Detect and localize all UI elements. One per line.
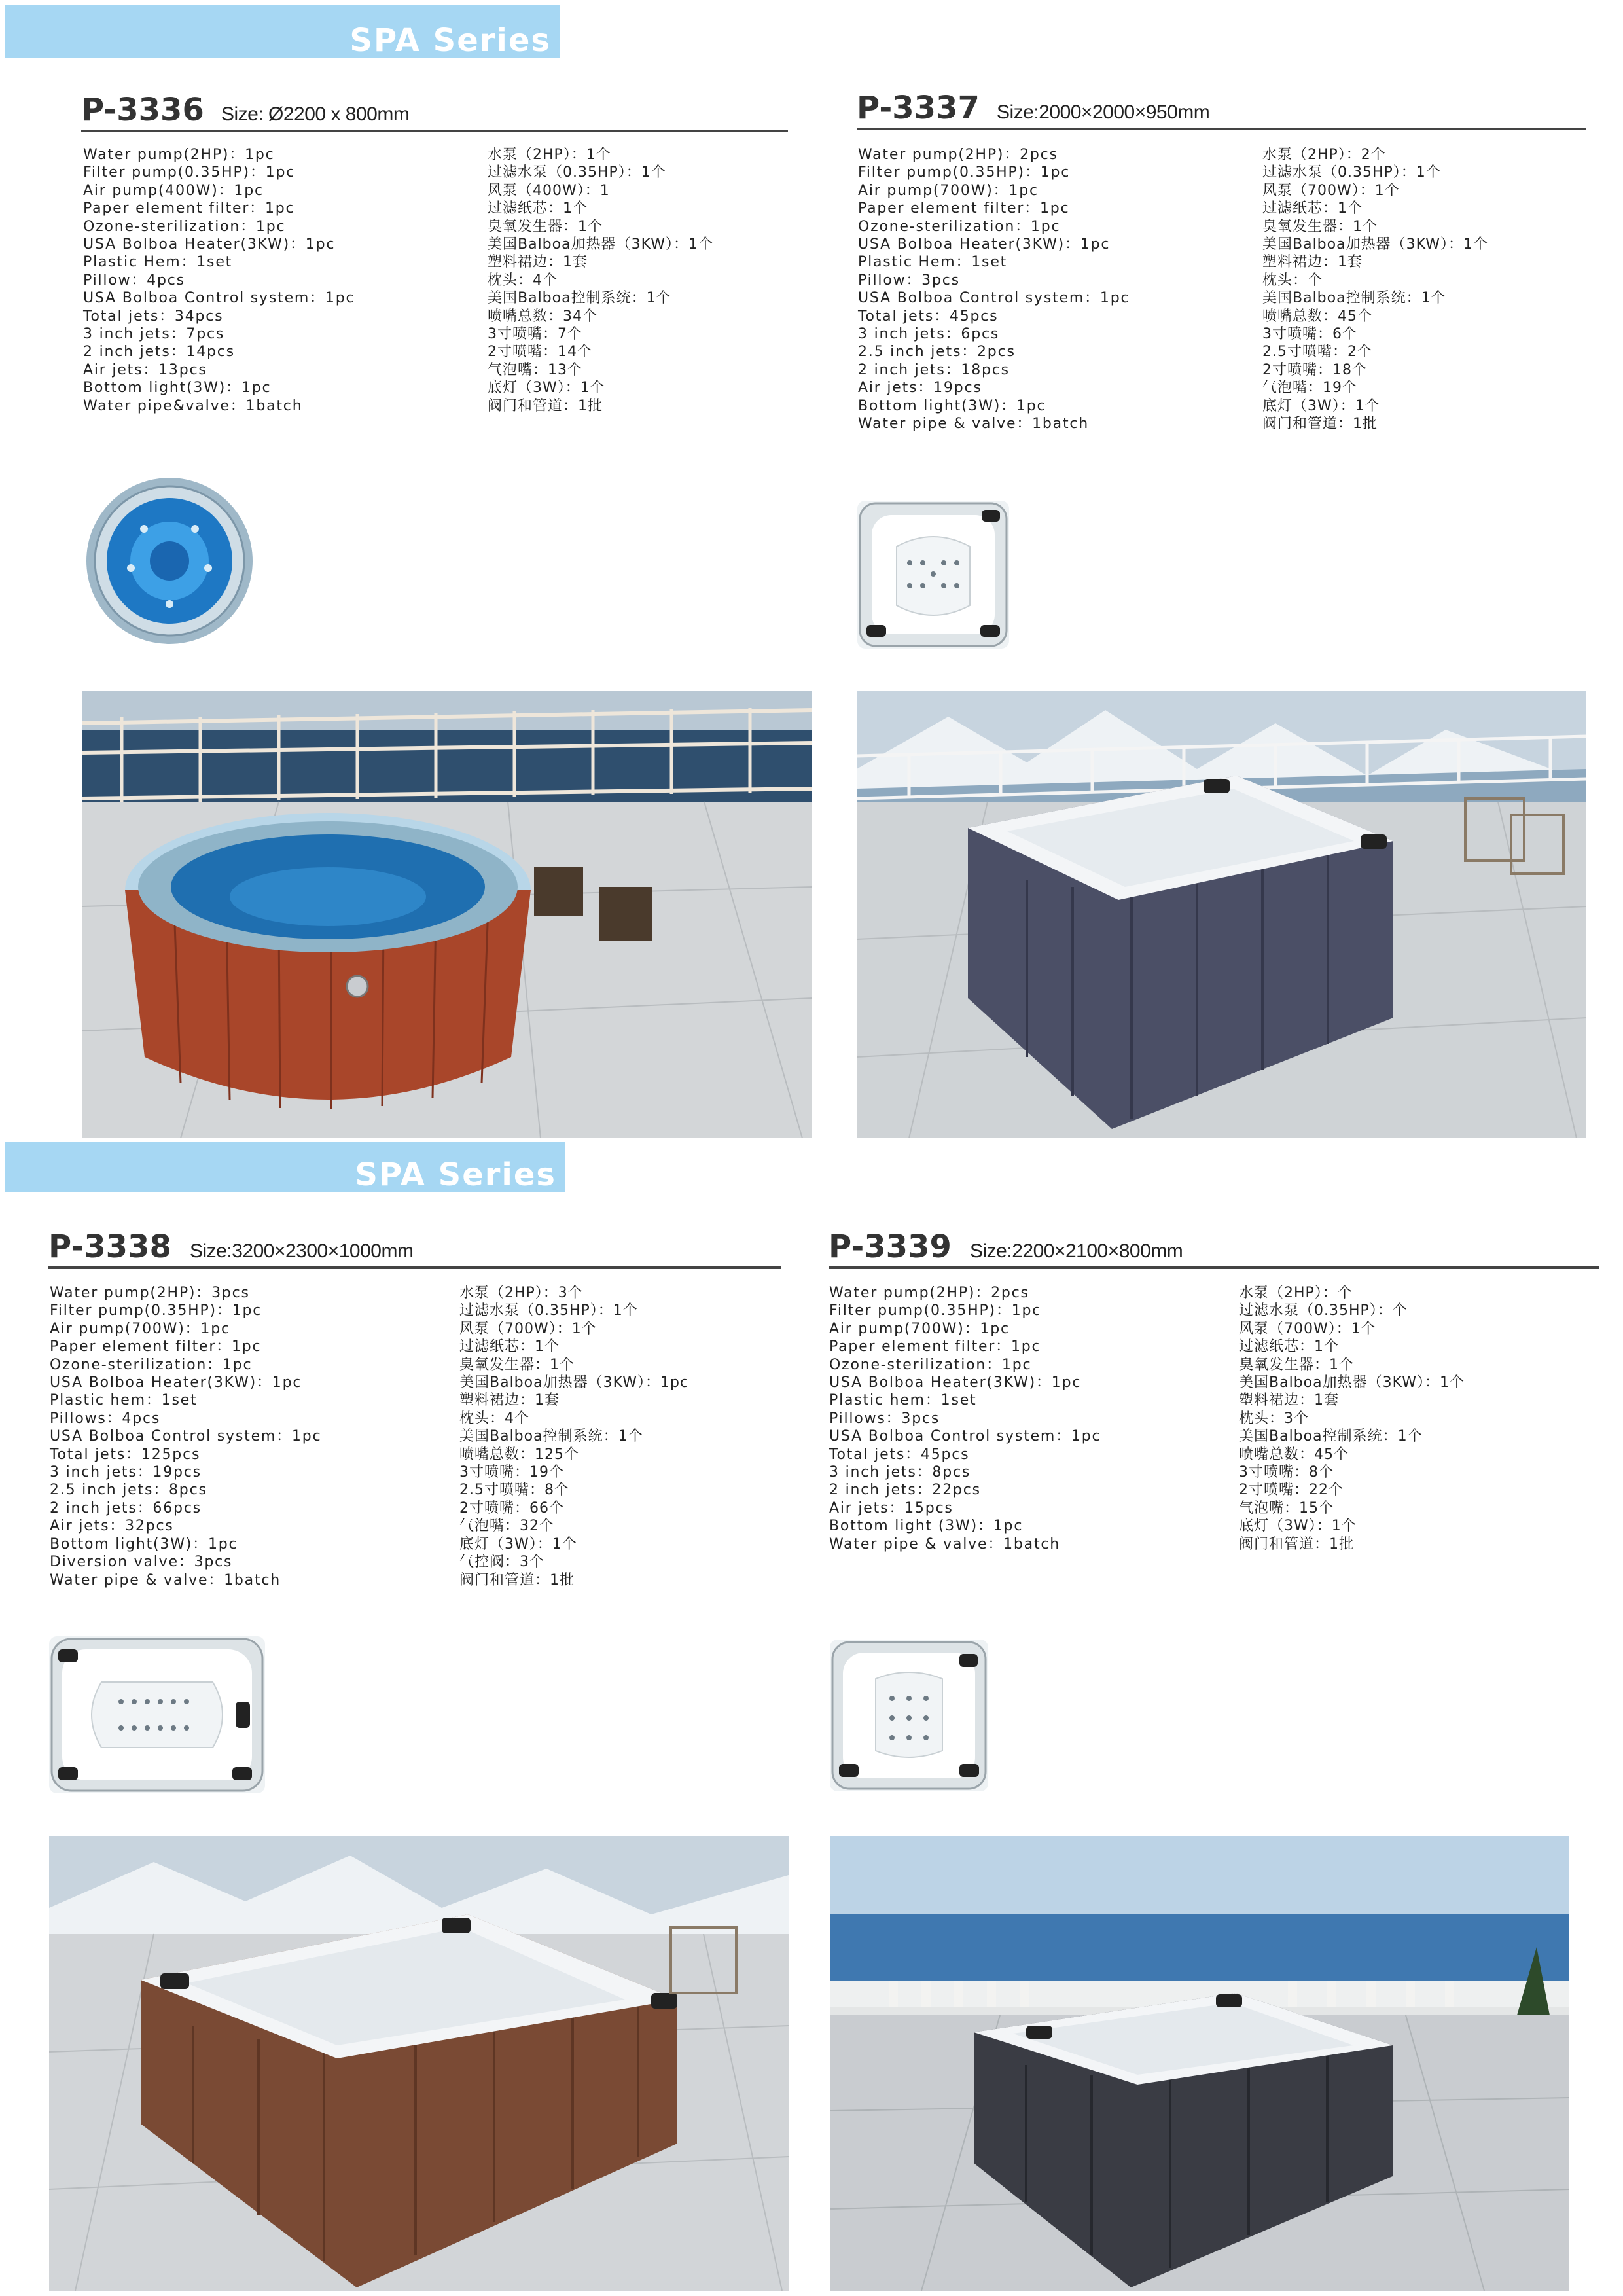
spec-line: Pillows：3pcs — [829, 1410, 940, 1427]
spec-line: 美国Balboa加热器（3KW）：1个 — [1239, 1374, 1465, 1391]
spec-line: Air pump(700W)：1pc — [858, 182, 1039, 199]
series-banner-top — [5, 5, 560, 58]
product-code: P-3338 — [48, 1229, 171, 1265]
product-header-p3338 — [48, 1227, 781, 1269]
spec-line: Ozone-sterilization：1pc — [50, 1356, 253, 1373]
spec-line: Total jets：34pcs — [83, 308, 224, 325]
spec-line: 喷嘴总数：34个 — [488, 308, 597, 325]
spec-line: 美国Balboa加热器（3KW）：1pc — [459, 1374, 689, 1391]
product-code: P-3339 — [829, 1229, 952, 1265]
spec-line: USA Bolboa Heater(3KW)：1pc — [50, 1374, 302, 1391]
spec-line: 过滤纸芯：1个 — [1239, 1338, 1339, 1355]
spec-line: Air jets：15pcs — [829, 1499, 954, 1516]
spec-line: 美国Balboa加热器（3KW）：1个 — [1262, 236, 1488, 253]
spec-line: Water pump(2HP)：2pcs — [858, 147, 1058, 163]
spec-line: USA Bolboa Control system：1pc — [83, 290, 355, 307]
spec-line: Air pump(700W)：1pc — [829, 1320, 1010, 1337]
spec-line: 喷嘴总数：45个 — [1239, 1446, 1349, 1463]
spec-line: 2寸喷嘴：14个 — [488, 344, 592, 361]
spec-line: USA Bolboa Control system：1pc — [829, 1428, 1101, 1445]
spec-line: Plastic Hem：1set — [858, 254, 1008, 271]
spec-line: Ozone-sterilization：1pc — [83, 218, 286, 235]
spec-line: Bottom light(3W)：1pc — [858, 397, 1046, 414]
spec-line: Filter pump(0.35HP)：1pc — [858, 164, 1071, 181]
spec-line: Air jets：32pcs — [50, 1518, 174, 1535]
product-header-p3337 — [857, 88, 1586, 130]
spec-line: 2 inch jets：18pcs — [858, 361, 1010, 378]
spec-line: 3寸喷嘴：6个 — [1262, 326, 1357, 343]
spec-line: 2 inch jets：14pcs — [83, 344, 235, 361]
spec-line: 水泵（2HP）：个 — [1239, 1285, 1353, 1301]
spec-line: 枕头：4个 — [459, 1410, 529, 1427]
spec-line: 2寸喷嘴：22个 — [1239, 1482, 1344, 1499]
spec-line: 2.5 inch jets：2pcs — [858, 344, 1016, 361]
spec-line: 3 inch jets：8pcs — [829, 1464, 971, 1481]
spec-list-cn-p3339 — [1239, 1284, 1465, 1553]
spec-line: Water pipe & valve：1batch — [829, 1535, 1061, 1552]
spec-line: Air jets：13pcs — [83, 361, 207, 378]
spec-line: Water pump(2HP)：3pcs — [50, 1285, 250, 1301]
spec-line: 美国Balboa加热器（3KW）：1个 — [488, 236, 713, 253]
spec-line: Air pump(700W)：1pc — [50, 1320, 230, 1337]
spec-line: 3 inch jets：6pcs — [858, 326, 1000, 343]
product-size: Size:2000×2000×950mm — [997, 101, 1210, 123]
spec-line: Filter pump(0.35HP)：1pc — [829, 1302, 1042, 1319]
spec-line: USA Bolboa Heater(3KW)：1pc — [858, 236, 1111, 253]
top-view-image-p3337 — [857, 501, 1009, 649]
spec-line: 风泵（700W）：1个 — [459, 1320, 597, 1337]
spec-line: Ozone-sterilization：1pc — [829, 1356, 1032, 1373]
spec-line: Pillow：4pcs — [83, 272, 185, 289]
spec-line: 枕头：3个 — [1239, 1410, 1309, 1427]
product-header-p3336 — [81, 90, 788, 132]
spec-line: 臭氧发生器：1个 — [459, 1356, 575, 1373]
spec-line: 美国Balboa控制系统：1个 — [459, 1428, 643, 1445]
spec-line: Bottom light(3W)：1pc — [50, 1535, 238, 1552]
spec-line: 枕头：4个 — [488, 272, 558, 289]
product-code: P-3336 — [81, 92, 204, 128]
spec-list-cn-p3337 — [1262, 146, 1488, 433]
product-header-p3339 — [829, 1227, 1599, 1269]
spec-line: 气泡嘴：19个 — [1262, 380, 1357, 397]
spec-line: 过滤纸芯：1个 — [1262, 200, 1363, 217]
spec-line: 阀门和管道：1批 — [488, 397, 603, 414]
spec-line: 臭氧发生器：1个 — [1239, 1356, 1354, 1373]
spec-line: 臭氧发生器：1个 — [1262, 218, 1378, 235]
spec-line: 2 inch jets：66pcs — [50, 1499, 202, 1516]
spec-line: 臭氧发生器：1个 — [488, 218, 603, 235]
spec-list-cn-p3338 — [459, 1284, 688, 1589]
spec-line: 底灯（3W）：1个 — [459, 1535, 577, 1552]
spec-line: 3寸喷嘴：8个 — [1239, 1464, 1334, 1481]
spec-line: 底灯（3W）：1个 — [1262, 397, 1380, 414]
spec-line: Water pipe & valve：1batch — [50, 1571, 281, 1588]
spec-line: 3寸喷嘴：19个 — [459, 1464, 564, 1481]
spec-line: Paper element filter：1pc — [50, 1338, 262, 1355]
spec-line: 气控阀：3个 — [459, 1554, 544, 1571]
spec-line: Bottom light (3W)：1pc — [829, 1518, 1024, 1535]
spec-list-en-p3336 — [83, 146, 355, 415]
spec-line: Paper element filter：1pc — [858, 200, 1070, 217]
spec-line: 风泵（700W）：1个 — [1262, 182, 1400, 199]
spec-line: 3 inch jets：7pcs — [83, 326, 225, 343]
series-banner-title: SPA Series — [355, 1157, 556, 1193]
spec-list-en-p3339 — [829, 1284, 1101, 1553]
spec-line: Paper element filter：1pc — [83, 200, 295, 217]
spec-line: 过滤水泵（0.35HP）：1个 — [488, 164, 666, 181]
spec-line: 气泡嘴：32个 — [459, 1518, 554, 1535]
spec-line: 阀门和管道：1批 — [1262, 416, 1378, 433]
spec-line: 底灯（3W）：1个 — [1239, 1518, 1357, 1535]
top-view-image-p3339 — [830, 1640, 988, 1791]
product-size: Size:3200×2300×1000mm — [190, 1240, 414, 1262]
spec-line: 气泡嘴：13个 — [488, 361, 582, 378]
spec-line: Paper element filter：1pc — [829, 1338, 1041, 1355]
spec-line: 水泵（2HP）：2个 — [1262, 147, 1386, 163]
spec-line: USA Bolboa Control system：1pc — [50, 1428, 322, 1445]
spec-line: Ozone-sterilization：1pc — [858, 218, 1061, 235]
product-photo-p3337 — [857, 691, 1586, 1138]
spec-line: 过滤水泵（0.35HP）：1个 — [459, 1302, 638, 1319]
spec-line: 风泵（400W）：1 — [488, 182, 610, 199]
product-size: Size: Ø2200 x 800mm — [221, 103, 410, 125]
spec-line: USA Bolboa Heater(3KW)：1pc — [83, 236, 336, 253]
spec-line: Air pump(400W)：1pc — [83, 182, 264, 199]
spec-line: 塑料裙边：1套 — [459, 1392, 560, 1409]
spec-line: 枕头：个 — [1262, 272, 1323, 289]
spec-line: 塑料裙边：1套 — [1239, 1392, 1339, 1409]
spec-line: Pillows：4pcs — [50, 1410, 161, 1427]
spec-line: Filter pump(0.35HP)：1pc — [83, 164, 296, 181]
spec-line: Plastic hem：1set — [829, 1392, 977, 1409]
spec-line: Plastic Hem：1set — [83, 254, 233, 271]
spec-line: Filter pump(0.35HP)：1pc — [50, 1302, 262, 1319]
spec-line: 过滤水泵（0.35HP）：个 — [1239, 1302, 1408, 1319]
spec-line: 过滤水泵（0.35HP）：1个 — [1262, 164, 1441, 181]
spec-line: 塑料裙边：1套 — [488, 254, 588, 271]
spec-line: Total jets：45pcs — [829, 1446, 970, 1463]
spec-line: 美国Balboa控制系统：1个 — [1262, 290, 1446, 307]
spec-list-en-p3338 — [50, 1284, 321, 1589]
spec-line: 喷嘴总数：45个 — [1262, 308, 1372, 325]
top-view-image-p3338 — [49, 1636, 265, 1793]
spec-line: Water pump(2HP)：1pc — [83, 147, 275, 163]
spec-line: 美国Balboa控制系统：1个 — [1239, 1428, 1423, 1445]
spec-list-cn-p3336 — [488, 146, 713, 415]
series-banner-bottom — [5, 1142, 565, 1192]
spec-line: 风泵（700W）：1个 — [1239, 1320, 1376, 1337]
spec-line: Plastic hem：1set — [50, 1392, 198, 1409]
spec-line: Total jets：125pcs — [50, 1446, 201, 1463]
product-size: Size:2200×2100×800mm — [970, 1240, 1183, 1262]
spec-line: Total jets：45pcs — [858, 308, 999, 325]
spec-line: 过滤纸芯：1个 — [459, 1338, 560, 1355]
spec-line: 底灯（3W）：1个 — [488, 380, 605, 397]
spec-line: Air jets：19pcs — [858, 380, 982, 397]
spec-line: 美国Balboa控制系统：1个 — [488, 290, 671, 307]
spec-line: USA Bolboa Control system：1pc — [858, 290, 1130, 307]
spec-line: Pillow：3pcs — [858, 272, 960, 289]
spec-line: USA Bolboa Heater(3KW)：1pc — [829, 1374, 1082, 1391]
product-code: P-3337 — [857, 90, 980, 126]
spec-line: 水泵（2HP）：3个 — [459, 1285, 583, 1301]
spec-line: 2寸喷嘴：18个 — [1262, 361, 1367, 378]
spec-line: 气泡嘴：15个 — [1239, 1499, 1334, 1516]
top-view-image-p3336 — [85, 476, 254, 645]
spec-line: 水泵（2HP）：1个 — [488, 147, 611, 163]
spec-line: 阀门和管道：1批 — [459, 1571, 575, 1588]
spec-line: 阀门和管道：1批 — [1239, 1535, 1354, 1552]
product-photo-p3338 — [49, 1836, 789, 2291]
spec-line: 3寸喷嘴：7个 — [488, 326, 582, 343]
spec-line: 喷嘴总数：125个 — [459, 1446, 579, 1463]
spec-line: 2 inch jets：22pcs — [829, 1482, 981, 1499]
spec-line: Diversion valve：3pcs — [50, 1554, 233, 1571]
spec-line: 3 inch jets：19pcs — [50, 1464, 202, 1481]
spec-line: 2.5寸喷嘴：2个 — [1262, 344, 1372, 361]
spec-list-en-p3337 — [858, 146, 1130, 433]
spec-line: 2寸喷嘴：66个 — [459, 1499, 564, 1516]
spec-line: Bottom light(3W)：1pc — [83, 380, 272, 397]
spec-line: Water pipe & valve：1batch — [858, 416, 1090, 433]
spec-line: Water pump(2HP)：2pcs — [829, 1285, 1029, 1301]
spec-line: 2.5寸喷嘴：8个 — [459, 1482, 569, 1499]
spec-line: Water pipe&valve：1batch — [83, 397, 303, 414]
spec-line: 2.5 inch jets：8pcs — [50, 1482, 207, 1499]
spec-line: 过滤纸芯：1个 — [488, 200, 588, 217]
spec-line: 塑料裙边：1套 — [1262, 254, 1363, 271]
product-photo-p3339 — [830, 1836, 1569, 2291]
product-photo-p3336 — [82, 691, 812, 1138]
series-banner-title: SPA Series — [349, 22, 551, 59]
